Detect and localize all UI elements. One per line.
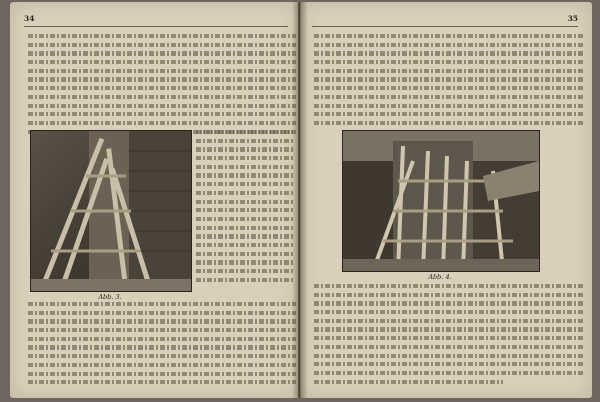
right-bottom-text [314, 284, 584, 388]
figure-4-photo [342, 130, 540, 272]
figure-3-photo [30, 130, 192, 292]
right-header-rule [312, 26, 578, 27]
left-page [10, 2, 298, 398]
left-page-number: 34 [24, 14, 35, 23]
book-gutter [292, 2, 308, 398]
left-top-text [28, 34, 296, 138]
left-bottom-text [28, 302, 296, 389]
right-top-text [314, 34, 584, 130]
left-side-text [196, 130, 294, 286]
right-page [300, 2, 592, 398]
left-header-rule [24, 26, 288, 27]
right-page-number: 35 [567, 14, 578, 23]
figure-3-caption: Abb. 3. [98, 293, 122, 301]
figure-4-caption: Abb. 4. [428, 273, 452, 281]
